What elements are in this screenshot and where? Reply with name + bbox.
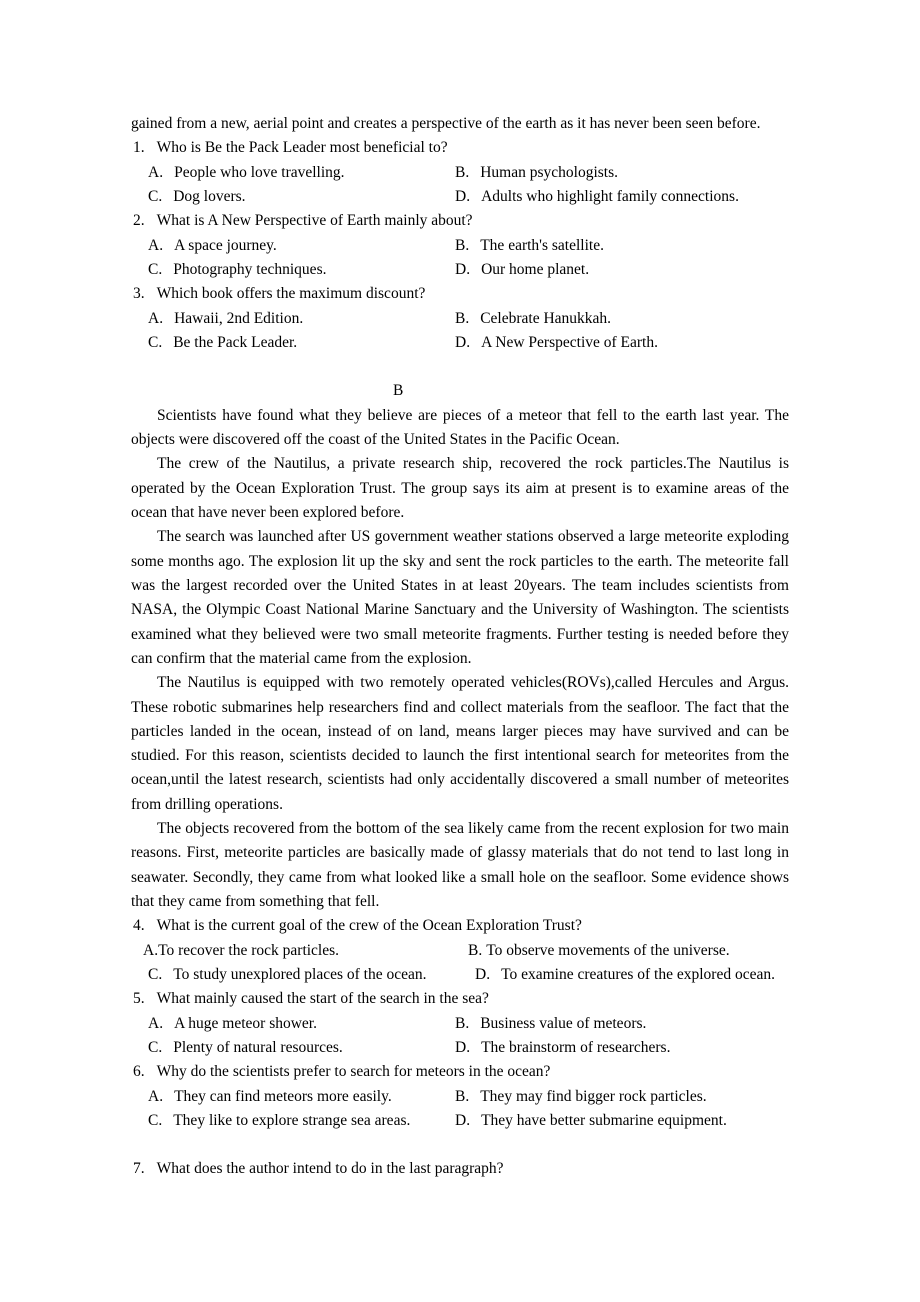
question-1 [133, 136, 789, 160]
option-a-text: Hawaii, 2nd Edition. [174, 309, 304, 327]
question-2-text: What is A New Perspective of Earth mainly about? [156, 212, 473, 230]
option-b-text: Celebrate Hanukkah. [480, 309, 612, 327]
question-5-number: 5. [133, 990, 145, 1008]
question-7-text: What does the author intend to do in the last paragraph? [156, 1160, 504, 1178]
passage-b-paragraph-4: The Nautilus is equipped with two remotely operated vehicles(ROVs),called Hercules and Argus. These robotic submarines help researchers find and collect materials from the seafloor. The fact that the particles landed in the ocean, instead of on land, means larger pieces may have survived and can be studied. For this reason, scientists decided to launch the first intentional search for meteorites from the ocean,until the latest research, scientists had only accidentally discovered a small number of meteorites from drilling operations. [131, 674, 789, 813]
question-3-option-c [148, 331, 455, 355]
question-2-option-c [148, 258, 455, 282]
question-7-number: 7. [133, 1160, 145, 1178]
option-b-text: They may find bigger rock particles. [480, 1087, 707, 1105]
question-6-option-b [455, 1085, 707, 1109]
question-1-option-a [148, 161, 455, 185]
option-a-text: They can find meteors more easily. [174, 1087, 392, 1105]
passage-b-heading: B [393, 382, 404, 400]
question-5-option-c [148, 1036, 455, 1060]
option-d-text: To examine creatures of the explored ocean. [501, 965, 775, 983]
question-5-option-b [455, 1012, 646, 1036]
option-d-label: D. [455, 1038, 471, 1056]
option-c-label: C. [148, 1111, 163, 1129]
question-6 [133, 1060, 789, 1084]
option-b-text: Business value of meteors. [480, 1014, 647, 1032]
option-c-label: C. [148, 260, 163, 278]
option-b-label: B. [468, 941, 483, 959]
passage-b-paragraph-2: The crew of the Nautilus, a private research ship, recovered the rock particles.The Nautilus is operated by the Ocean Exploration Trust. The group says its aim at present is to examine areas of the ocean that have never been explored before. [131, 455, 789, 521]
question-5-options-row-2 [148, 1036, 789, 1060]
question-7 [133, 1157, 789, 1181]
option-d-label: D. [455, 333, 471, 351]
option-a-label: A. [148, 1087, 164, 1105]
question-3-option-d [455, 331, 658, 355]
option-c-label: C. [148, 333, 163, 351]
question-3-option-a [148, 307, 455, 331]
question-6-options-row-2 [148, 1109, 789, 1133]
question-3-option-b [455, 307, 611, 331]
option-b-text: The earth's satellite. [480, 236, 604, 254]
question-4-option-a [143, 939, 468, 963]
question-1-number: 1. [133, 139, 145, 157]
question-2-options-row-2 [148, 258, 789, 282]
question-5-option-a [148, 1012, 455, 1036]
option-b-label: B. [455, 1087, 470, 1105]
option-d-label: D. [455, 187, 471, 205]
question-2-option-b [455, 234, 604, 258]
passage-b-paragraph-3: The search was launched after US government weather stations observed a large meteorite exploding some months ago. The explosion lit up the sky and sent the rock particles to the earth. The meteorite fall was the largest recorded over the United States in at least 20years. The team includes scientists from NASA, the Olympic Coast National Marine Sanctuary and the University of Washington. The scientists examined what they believed were two small meteorite fragments. Further testing is needed before they can confirm that the material came from the explosion. [131, 528, 789, 667]
question-2-options-row-1 [148, 234, 789, 258]
option-c-text: They like to explore strange sea areas. [173, 1111, 411, 1129]
blank-line [131, 355, 789, 379]
option-d-text: The brainstorm of researchers. [481, 1038, 671, 1056]
question-1-option-d [455, 185, 739, 209]
option-a-label: A. [148, 309, 164, 327]
option-c-text: Plenty of natural resources. [173, 1038, 343, 1056]
option-c-text: Photography techniques. [173, 260, 327, 278]
question-4-options-row-2 [148, 963, 789, 987]
option-b-label: B. [455, 309, 470, 327]
blank-line [131, 1133, 789, 1157]
question-1-option-c [148, 185, 455, 209]
option-a-text: To recover the rock particles. [158, 941, 340, 959]
option-b-label: B. [455, 236, 470, 254]
question-2-number: 2. [133, 212, 145, 230]
question-2 [133, 209, 789, 233]
option-d-label: D. [455, 260, 471, 278]
question-4-option-b [468, 939, 730, 963]
passage-b-paragraph-5: The objects recovered from the bottom of the sea likely came from the recent explosion for two main reasons. First, meteorite particles are basically made of glassy materials that do not tend to last long in seawater. Secondly, they came from what looked like a small hole on the seafloor. Some evidence shows that they came from something that fell. [131, 820, 789, 910]
option-a-text: People who love travelling. [174, 163, 345, 181]
option-a-label: A. [143, 941, 159, 959]
question-5-option-d [455, 1036, 670, 1060]
option-b-text: To observe movements of the universe. [486, 941, 730, 959]
question-3-options-row-1 [148, 307, 789, 331]
option-c-text: To study unexplored places of the ocean. [173, 965, 427, 983]
question-4 [133, 914, 789, 938]
question-6-option-d [455, 1109, 727, 1133]
question-4-text: What is the current goal of the crew of the Ocean Exploration Trust? [156, 917, 582, 935]
option-d-label: D. [475, 965, 491, 983]
question-2-option-a [148, 234, 455, 258]
option-d-label: D. [455, 1111, 471, 1129]
option-b-text: Human psychologists. [480, 163, 618, 181]
option-c-text: Dog lovers. [173, 187, 246, 205]
question-3 [133, 282, 789, 306]
question-1-options-row-2 [148, 185, 789, 209]
option-d-text: Our home planet. [481, 260, 590, 278]
question-1-options-row-1 [148, 161, 789, 185]
option-d-text: Adults who highlight family connections. [481, 187, 739, 205]
question-6-text: Why do the scientists prefer to search for meteors in the ocean? [156, 1063, 551, 1081]
option-a-label: A. [148, 1014, 164, 1032]
question-3-text: Which book offers the maximum discount? [156, 285, 426, 303]
question-3-number: 3. [133, 285, 145, 303]
question-5-text: What mainly caused the start of the search in the sea? [156, 990, 489, 1008]
question-1-option-b [455, 161, 618, 185]
question-4-number: 4. [133, 917, 145, 935]
option-c-label: C. [148, 1038, 163, 1056]
question-4-options-row-1 [143, 939, 789, 963]
option-c-label: C. [148, 187, 163, 205]
option-d-text: They have better submarine equipment. [481, 1111, 727, 1129]
passage-a-last-line: gained from a new, aerial point and creates a perspective of the earth as it has never been seen before. [131, 115, 761, 132]
option-c-label: C. [148, 965, 163, 983]
question-4-option-c [148, 963, 475, 987]
question-1-text: Who is Be the Pack Leader most beneficial to? [156, 139, 448, 157]
question-4-option-d [475, 963, 775, 987]
question-2-option-d [455, 258, 589, 282]
option-b-label: B. [455, 163, 470, 181]
question-6-option-c [148, 1109, 455, 1133]
option-a-text: A huge meteor shower. [174, 1014, 317, 1032]
option-b-label: B. [455, 1014, 470, 1032]
passage-b-paragraph-1: Scientists have found what they believe are pieces of a meteor that fell to the earth last year. The objects were discovered off the coast of the United States in the Pacific Ocean. [131, 406, 789, 449]
option-c-text: Be the Pack Leader. [173, 333, 298, 351]
option-a-text: A space journey. [174, 236, 277, 254]
question-6-option-a [148, 1085, 455, 1109]
question-5 [133, 987, 789, 1011]
question-6-number: 6. [133, 1063, 145, 1081]
question-3-options-row-2 [148, 331, 789, 355]
option-d-text: A New Perspective of Earth. [481, 333, 658, 351]
question-6-options-row-1 [148, 1085, 789, 1109]
question-5-options-row-1 [148, 1012, 789, 1036]
option-a-label: A. [148, 163, 164, 181]
option-a-label: A. [148, 236, 164, 254]
